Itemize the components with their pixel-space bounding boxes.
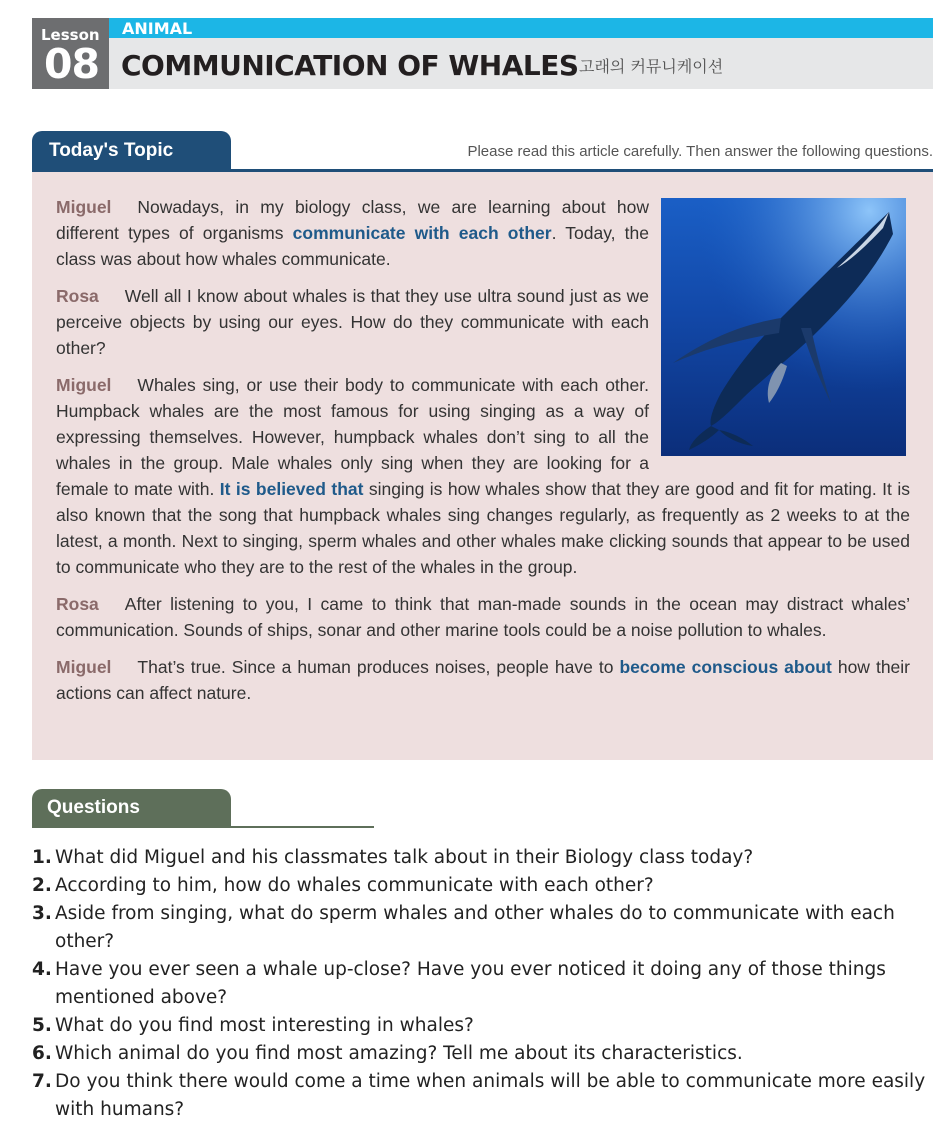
questions-tab [32,789,231,827]
dialogue-text: That’s true. Since a human produces noises, people have to [137,657,620,677]
question-item [32,900,937,956]
question-number: 5. [32,1015,52,1036]
question-text: Aside from singing, what do sperm whales and other whales do to communicate with each other? [55,903,895,952]
lesson-badge [32,18,109,89]
category-label: ANIMAL [122,19,193,38]
dialogue-text: . Today, the class was about how whales communicate. [56,223,649,269]
highlight-phrase: become conscious about [619,657,832,677]
dialogue-text: singing is how whales show that they are good and fit for mating. It is also known that the song that humpback whales sing changes regularly, as frequently as 2 weeks to at the latest, a month. Next to singing, sperm whales and other whales make clicking sounds that appear to be used to communicate who they are to the rest of the whales in the group. [56,479,910,577]
highlight-phrase: It is believed that [219,479,364,499]
question-text: Which animal do you find most amazing? Tell me about its characteristics. [55,1043,743,1064]
whale-illustration [661,198,906,456]
question-text: What do you find most interesting in whales? [55,1015,474,1036]
page-title-korean: 고래의 커뮤니케이션 [579,57,724,76]
dialogue-text: Nowadays, in my biology class, we are learning about how different types of organisms [56,197,649,243]
questions-label: Questions [47,797,140,818]
speaker-name: Rosa [56,594,99,614]
dialogue-line [56,591,910,643]
dialogue-text: Whales sing, or use their body to communicate with each other. Humpback whales are the most famous for using singing as a way of expressing themselves. However, humpback whales don’t sing to all the whales in the group. Male whales only sing when they are looking for a female to mate with. [56,375,649,499]
page-title: COMMUNICATION OF WHALES [121,49,579,82]
questions-list [32,844,937,1124]
dialogue-line [56,654,910,706]
category-bar [109,18,933,38]
title-bar [109,38,933,89]
reading-instruction: Please read this article carefully. Then answer the following questions. [467,143,933,160]
lesson-number: 08 [44,40,100,88]
speaker-name: Rosa [56,286,99,306]
dialogue-text: Well all I know about whales is that they use ultra sound just as we perceive objects by using our eyes. How do they communicate with each other? [56,286,649,358]
todays-topic-label: Today's Topic [49,140,174,161]
lesson-word: Lesson [41,26,100,44]
question-item [32,1012,937,1040]
speaker-name: Miguel [56,375,112,395]
question-text: Do you think there would come a time when animals will be able to communicate more easily with humans? [55,1071,926,1120]
article-body [56,194,910,717]
question-item [32,844,937,872]
question-item [32,956,937,1012]
speaker-name: Miguel [56,657,112,677]
question-number: 4. [32,959,52,980]
question-item [32,1040,937,1068]
dialogue-text: After listening to you, I came to think that man-made sounds in the ocean may distract whales’ communication. Sounds of ships, sonar and other marine tools could be a noise pollution to whales. [56,594,910,640]
question-item [32,872,937,900]
question-number: 2. [32,875,52,896]
question-number: 1. [32,847,52,868]
question-text: According to him, how do whales communicate with each other? [55,875,654,896]
dialogue-text: how their actions can affect nature. [56,657,911,703]
question-number: 3. [32,903,52,924]
question-text: Have you ever seen a whale up-close? Have you ever noticed it doing any of those things mentioned above? [55,959,886,1008]
question-text: What did Miguel and his classmates talk about in their Biology class today? [55,847,754,868]
question-number: 7. [32,1071,52,1092]
question-number: 6. [32,1043,52,1064]
whale-photo [661,198,906,456]
questions-divider [32,826,374,828]
todays-topic-tab [32,131,231,172]
lesson-header [32,18,933,89]
speaker-name: Miguel [56,197,112,217]
article-panel [32,172,933,760]
question-item [32,1068,937,1124]
highlight-phrase: communicate with each other [292,223,552,243]
